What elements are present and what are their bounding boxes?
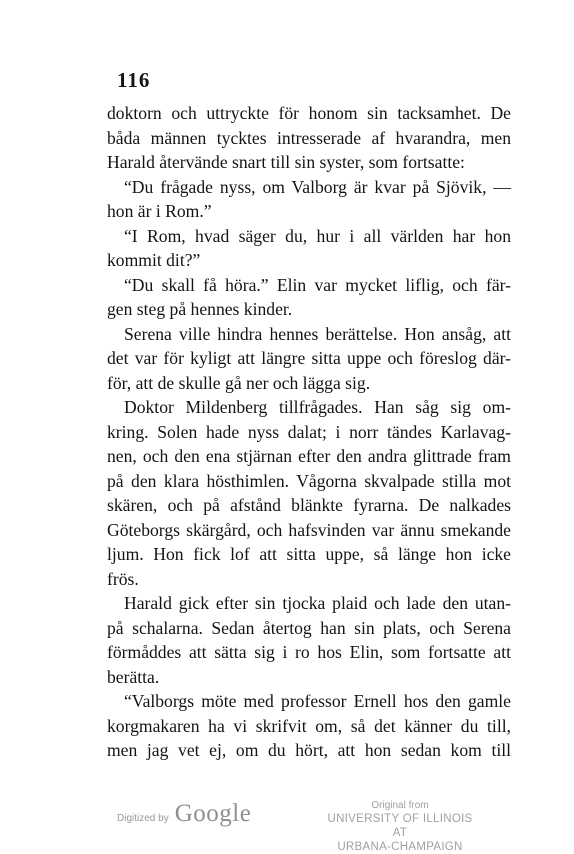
text-line: för, att de skulle gå ner och lägga sig. [107,372,371,393]
text-line: på den klara hösthimlen. Vågorna skvalpade stilla mot [107,470,511,491]
original-from-label: Original from [371,800,429,811]
text-line: “Du frågade nyss, om Valborg är kvar på Sjövik, — [124,176,511,197]
text-line: på schalarna. Sedan återtog han sin plats, och Serena [107,617,511,638]
text-line: kring. Solen hade nyss dalat; i norr tändes Karlavag- [107,421,511,442]
text-line: båda männen tycktes intresserade af hvarandra, men [107,127,511,148]
source-institution-line1: UNIVERSITY OF ILLINOIS AT [327,813,473,839]
body-text [107,101,511,763]
text-line: det var för kyligt att längre sitta uppe och föreslog där- [107,348,511,368]
text-line: Harald återvände snart till sin syster, som fortsatte: [107,152,465,172]
text-line: “Du skall få höra.” Elin var mycket liflig, och fär- [124,274,511,295]
text-line: förmåddes att sätta sig i ro hos Elin, som fortsatte att [107,642,511,662]
text-line: korgmakaren ha vi skrifvit om, så det känner du till, [107,715,511,736]
text-line: hon är i Rom.” [107,201,212,221]
text-line: berätta. [107,666,160,687]
text-line: “Valborgs möte med professor Ernell hos den gamle [124,691,511,711]
source-institution-line2: URBANA-CHAMPAIGN [337,841,463,853]
google-logo: Google [174,800,252,827]
text-line: nen, och den ena stjärnan efter den andra glittrade fram [107,446,511,466]
text-line: gen steg på hennes kinder. [107,299,293,319]
digitized-label: Digitized by [117,813,169,824]
text-line: Doktor Mildenberg tillfrågades. Han såg sig om- [124,397,511,417]
text-line: “I Rom, hvad säger du, hur i all världen har hon [124,225,511,246]
text-line: frös. [107,568,139,589]
text-line: kommit dit?” [107,250,201,270]
source-watermark [320,800,480,854]
text-line: men jag vet ej, om du hört, att hon sedan kom till [107,740,511,760]
text-line: ljum. Hon fick lof att sitta uppe, så länge hon icke [107,544,511,564]
page-number: 116 [117,68,151,92]
text-line: doktorn och uttryckte för honom sin tacksamhet. De [107,103,511,123]
text-line: Göteborgs skärgård, och hafsvinden var ännu smekande [107,519,511,540]
text-line: Harald gick efter sin tjocka plaid och lade den utan- [124,593,511,613]
text-line: Serena ville hindra hennes berättelse. Hon ansåg, att [124,323,511,344]
digitized-by-watermark [117,800,251,828]
text-line: skären, och på afstånd blänkte fyrarna. De nalkades [107,495,511,515]
